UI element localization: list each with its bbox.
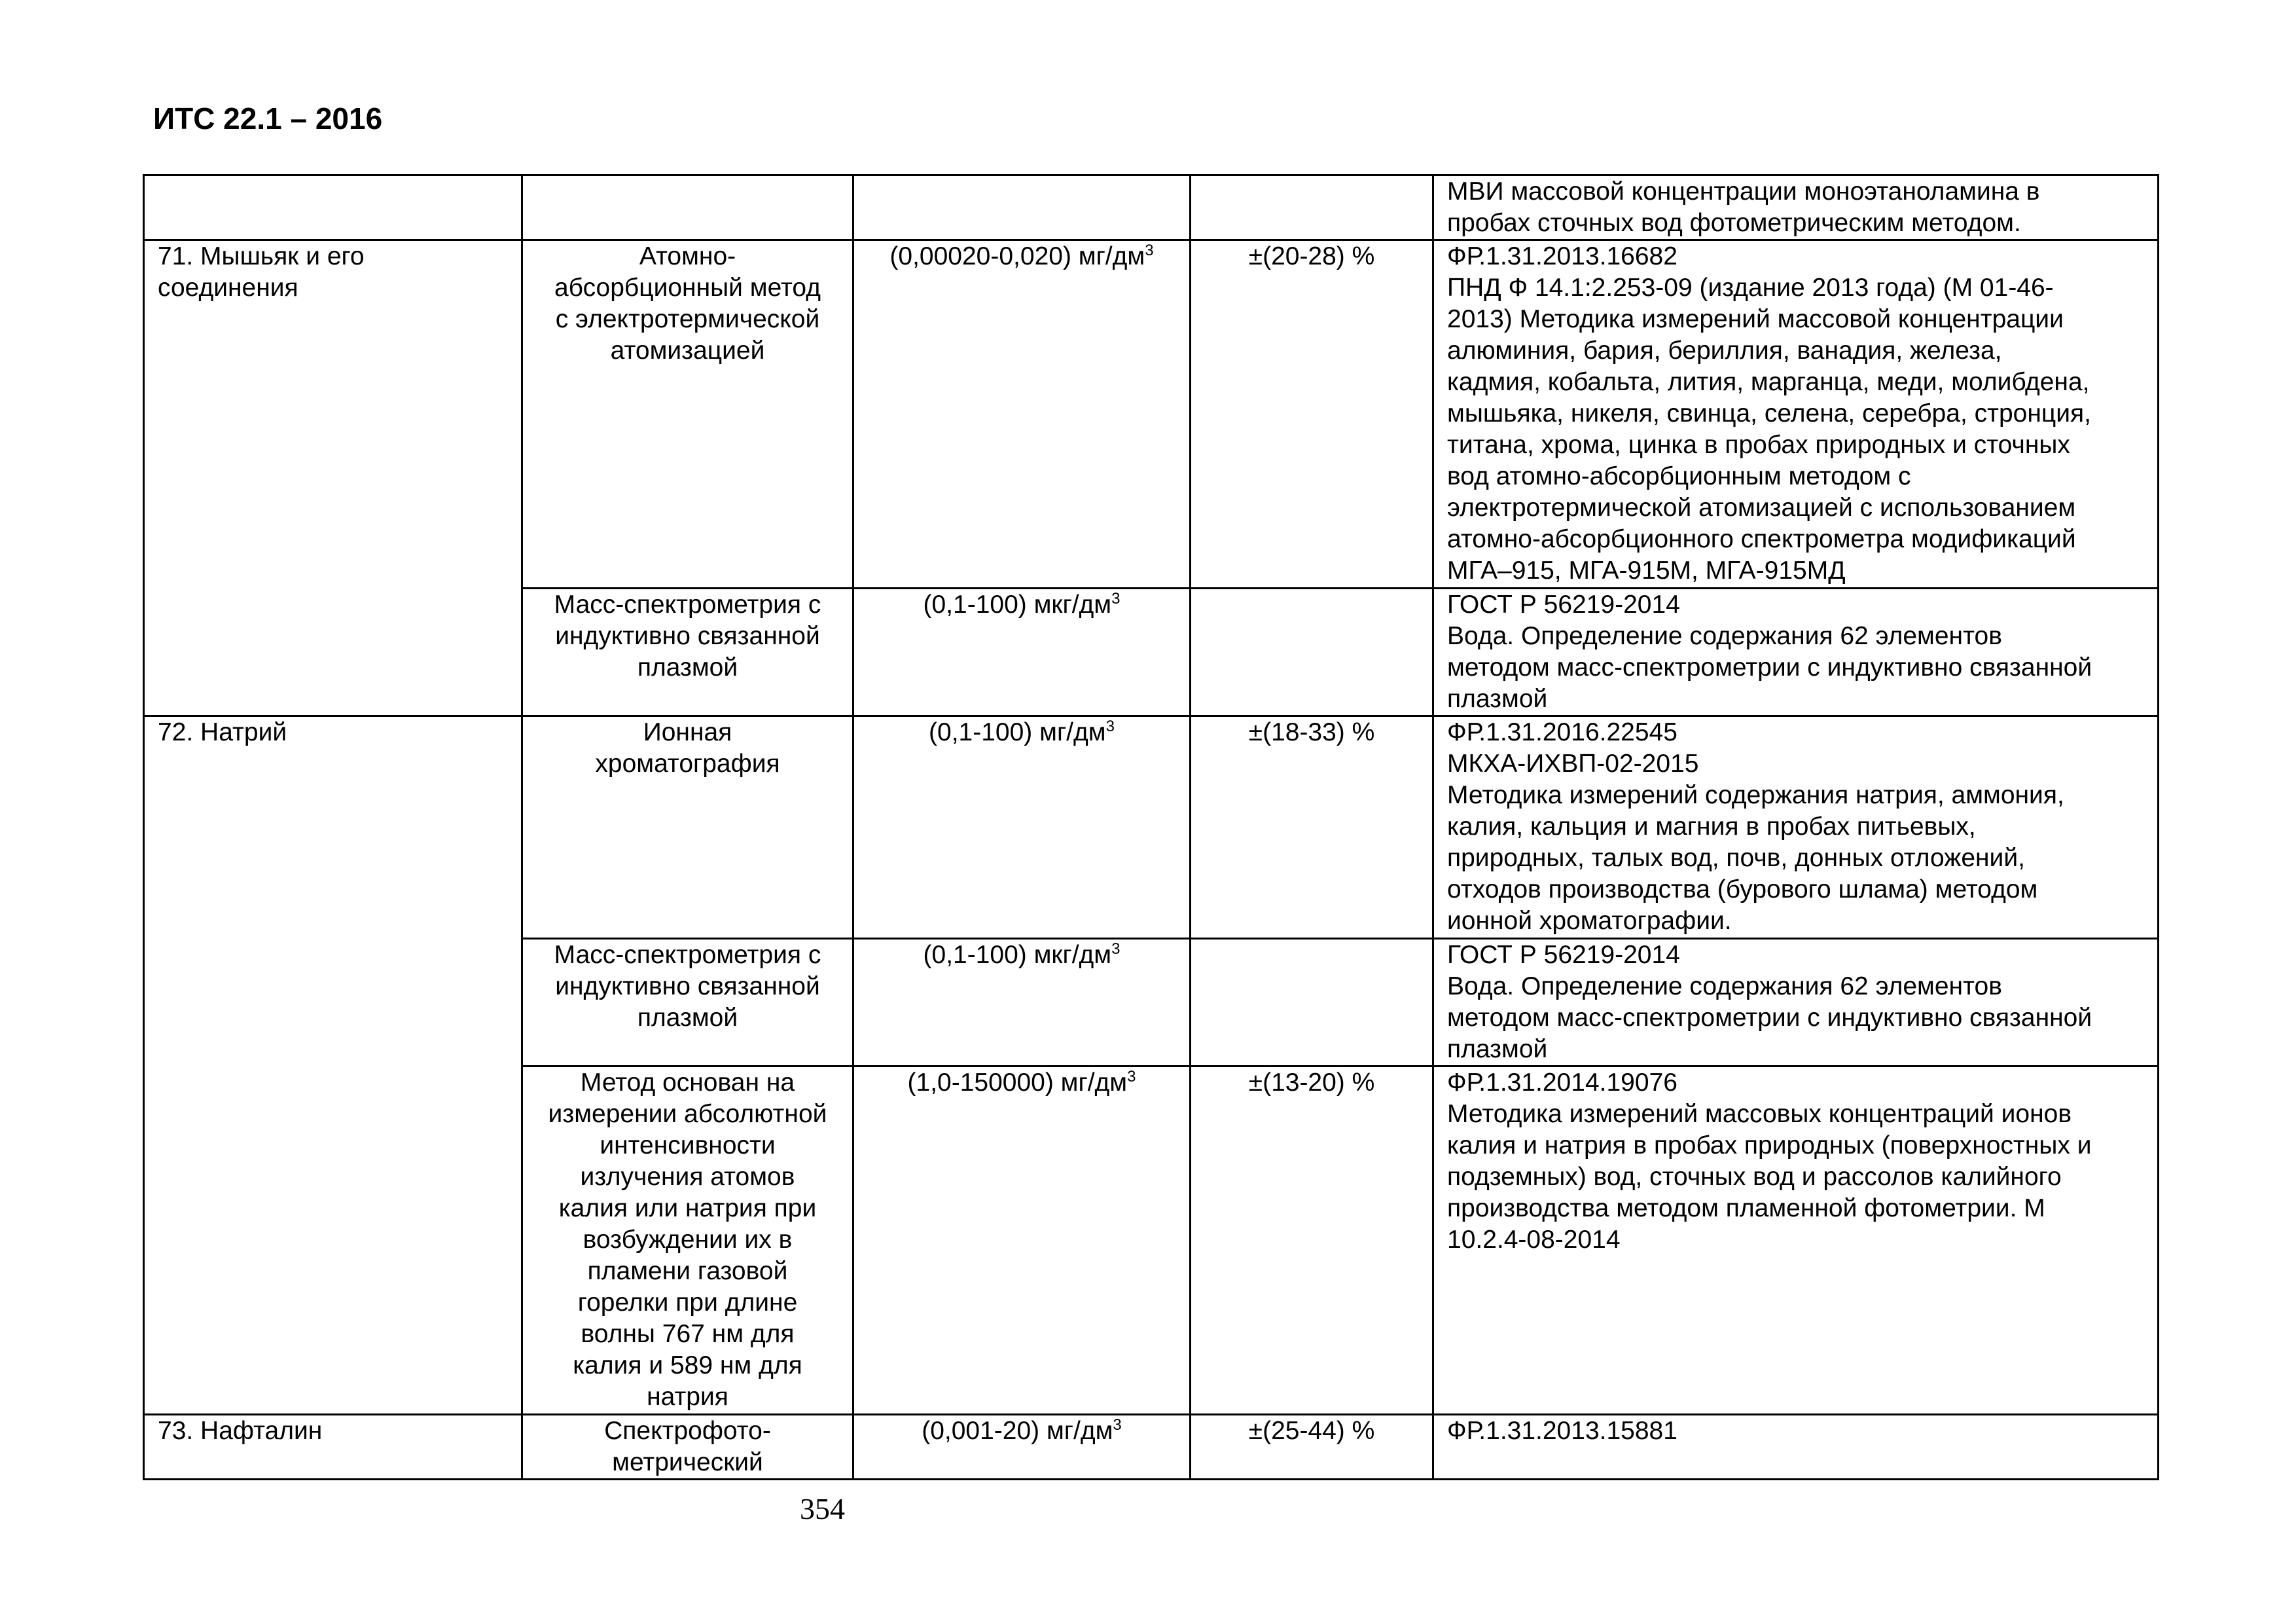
reference-line: методом масс-спектрометрии с индуктивно связанной: [1447, 1004, 2092, 1032]
method-line: индуктивно связанной: [555, 972, 820, 1000]
reference-line: Методика измерений содержания натрия, аммония,: [1447, 781, 2064, 809]
method-line: пламени газовой: [587, 1257, 788, 1285]
reference-line: титана, хрома, цинка в пробах природных и сточных: [1447, 431, 2070, 459]
accuracy-cell: ±(18-33) %: [1191, 716, 1433, 939]
reference-cell: [1433, 1067, 2159, 1415]
substance-cell: [144, 175, 522, 240]
range-value: (0,001-20) мг/дм: [922, 1417, 1113, 1445]
document-header: ИТС 22.1 – 2016: [153, 101, 383, 136]
method-line: Ионная: [643, 718, 732, 746]
reference-line: природных, талых вод, почв, донных отложений,: [1447, 844, 2025, 872]
reference-line: производства методом пламенной фотометрии. М: [1447, 1194, 2045, 1222]
reference-line: Методика измерений массовых концентраций ионов: [1447, 1100, 2072, 1128]
reference-line: калия, кальция и магния в пробах питьевых,: [1447, 812, 1976, 841]
reference-line: вод атомно-абсорбционным методом с: [1447, 462, 1911, 490]
analysis-methods-table: [143, 174, 2159, 1480]
substance-cell: [144, 1415, 522, 1480]
reference-line: алюминия, бария, бериллия, ванадия, железа,: [1447, 337, 2002, 365]
method-line: калия и 589 нм для: [573, 1351, 802, 1379]
substance-cell: [144, 240, 522, 716]
reference-line: МКХА-ИХВП-02-2015: [1447, 750, 1699, 778]
substance-cell: [144, 716, 522, 1415]
table-row: [144, 716, 2159, 939]
range-unit-exponent: 3: [1113, 1416, 1122, 1434]
method-line: атомизацией: [610, 337, 765, 365]
method-line: Масс-спектрометрия с: [554, 591, 821, 619]
reference-cell: [1433, 240, 2159, 589]
substance-name: 72. Натрий: [158, 718, 287, 746]
range-cell: [853, 589, 1191, 716]
method-line: Спектрофото-: [604, 1417, 771, 1445]
reference-line: 2013) Методика измерений массовой концентрации: [1447, 305, 2064, 333]
reference-line: Вода. Определение содержания 62 элементов: [1447, 622, 2002, 650]
reference-cell: [1433, 939, 2159, 1067]
method-cell: [522, 240, 853, 589]
method-line: плазмой: [637, 653, 738, 682]
method-line: калия или натрия при: [558, 1194, 817, 1222]
method-line: волны 767 нм для: [581, 1320, 795, 1348]
reference-line: плазмой: [1447, 685, 1548, 713]
accuracy-cell: [1191, 589, 1433, 716]
range-unit-exponent: 3: [1111, 940, 1121, 958]
range-cell: [853, 1415, 1191, 1480]
accuracy-cell: ±(13-20) %: [1191, 1067, 1433, 1415]
reference-line: атомно-абсорбционного спектрометра модификаций: [1447, 525, 2076, 553]
range-cell: [853, 175, 1191, 240]
range-cell: [853, 240, 1191, 589]
method-line: плазмой: [637, 1004, 738, 1032]
method-line: абсорбционный метод: [554, 274, 821, 302]
reference-line: плазмой: [1447, 1035, 1548, 1063]
reference-cell: [1433, 175, 2159, 240]
reference-line: ФР.1.31.2013.15881: [1447, 1417, 1677, 1445]
method-cell: [522, 939, 853, 1067]
method-line: метрический: [612, 1448, 763, 1476]
reference-line: электротермической атомизацией с использованием: [1447, 494, 2076, 522]
reference-line: ГОСТ Р 56219-2014: [1447, 941, 1680, 969]
range-value: (0,1-100) мкг/дм: [923, 591, 1112, 619]
range-unit-exponent: 3: [1105, 718, 1115, 735]
page-number: 354: [800, 1492, 845, 1525]
reference-line: ионной хроматографии.: [1447, 907, 1732, 935]
method-line: измерении абсолютной: [548, 1100, 827, 1128]
reference-cell: [1433, 716, 2159, 939]
method-line: с электротермической: [555, 305, 820, 333]
reference-line: кадмия, кобальта, лития, марганца, меди, молибдена,: [1447, 368, 2090, 396]
substance-name: 71. Мышьяк и его: [158, 242, 365, 270]
method-line: индуктивно связанной: [555, 622, 820, 650]
range-cell: [853, 939, 1191, 1067]
table-row: [144, 1415, 2159, 1480]
method-line: возбуждении их в: [583, 1226, 793, 1254]
method-line: Атомно-: [639, 242, 736, 270]
reference-line: ПНД Ф 14.1:2.253-09 (издание 2013 года) (М 01-46-: [1447, 274, 2054, 302]
reference-line: подземных) вод, сточных вод и рассолов калийного: [1447, 1163, 2062, 1191]
method-line: Масс-спектрометрия с: [554, 941, 821, 969]
reference-line: ФР.1.31.2016.22545: [1447, 718, 1677, 746]
method-cell: [522, 589, 853, 716]
method-cell: [522, 716, 853, 939]
accuracy-cell: [1191, 175, 1433, 240]
range-cell: [853, 1067, 1191, 1415]
accuracy-cell: [1191, 939, 1433, 1067]
range-unit-exponent: 3: [1127, 1068, 1136, 1085]
reference-line: пробах сточных вод фотометрическим методом.: [1447, 209, 2021, 237]
range-value: (0,1-100) мг/дм: [929, 718, 1106, 746]
accuracy-cell: ±(25-44) %: [1191, 1415, 1433, 1480]
method-line: натрия: [647, 1383, 728, 1411]
reference-cell: [1433, 589, 2159, 716]
accuracy-cell: ±(20-28) %: [1191, 240, 1433, 589]
method-cell: [522, 1415, 853, 1480]
method-cell: [522, 175, 853, 240]
reference-line: ГОСТ Р 56219-2014: [1447, 591, 1680, 619]
reference-line: отходов производства (бурового шлама) методом: [1447, 875, 2038, 903]
method-line: Метод основан на: [580, 1068, 795, 1097]
reference-line: калия и натрия в пробах природных (поверхностных и: [1447, 1131, 2092, 1159]
range-cell: [853, 716, 1191, 939]
method-line: горелки при длине: [577, 1288, 798, 1317]
reference-cell: [1433, 1415, 2159, 1480]
range-value: (1,0-150000) мг/дм: [907, 1068, 1128, 1097]
method-line: хроматография: [595, 750, 780, 778]
reference-line: ФР.1.31.2013.16682: [1447, 242, 1677, 270]
reference-line: мышьяка, никеля, свинца, селена, серебра, стронция,: [1447, 399, 2091, 428]
range-unit-exponent: 3: [1111, 590, 1121, 608]
method-line: излучения атомов: [580, 1163, 795, 1191]
method-line: интенсивности: [600, 1131, 776, 1159]
method-cell: [522, 1067, 853, 1415]
substance-name: 73. Нафталин: [158, 1417, 323, 1445]
range-value: (0,1-100) мкг/дм: [923, 941, 1112, 969]
reference-line: ФР.1.31.2014.19076: [1447, 1068, 1677, 1097]
table-row: [144, 175, 2159, 240]
reference-line: Вода. Определение содержания 62 элементов: [1447, 972, 2002, 1000]
table-row: [144, 240, 2159, 589]
range-unit-exponent: 3: [1145, 242, 1154, 259]
reference-line: МГА–915, МГА-915М, МГА-915МД: [1447, 556, 1846, 585]
reference-line: 10.2.4-08-2014: [1447, 1226, 1621, 1254]
reference-line: методом масс-спектрометрии с индуктивно связанной: [1447, 653, 2092, 682]
substance-name: соединения: [158, 274, 298, 302]
reference-line: МВИ массовой концентрации моноэтаноламина в: [1447, 177, 2040, 206]
range-value: (0,00020-0,020) мг/дм: [889, 242, 1145, 270]
